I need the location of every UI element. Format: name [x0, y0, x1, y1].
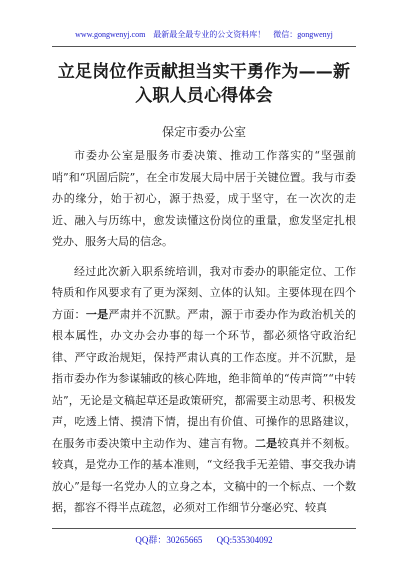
- point-two-text: 较真并不刻板。较真，是党办工作的基本准则，“文经我手无差错、事交我办请放心”是每一名党办人的立身之本，文稿中的一个标点、一个数据，都容不得半点疏忽，必须对工作细节分毫必究、较真: [52, 436, 357, 514]
- paragraph-2-intro: 经过此次新入职系统培训，我对市委办的职能定位、工作特质和作风要求有了更为深刻、立体的认知。主要体现在四个方面：: [52, 264, 356, 321]
- footer-qq-group: QQ群：30265665: [135, 535, 203, 545]
- paragraph-2: [52, 261, 356, 519]
- document-body: [52, 145, 356, 527]
- paragraph-1: 市委办公室是服务市委决策、推动工作落实的“坚强前哨”和“巩固后院”，在全市发展大局中居于关键位置。我与市委办的缘分，始于初心，源于热爱，成于坚守，在一次次的走近、融入与历练中，愈发读懂这份岗位的重量，愈发坚定扎根党办、服务大局的信念。: [52, 149, 356, 248]
- point-one-marker: 一是: [85, 307, 109, 321]
- document-author: 保定市委办公室: [161, 125, 246, 139]
- page-header: www.gongwenyj.com 最新最全最专业的公文资料库！ 微信：gongwenyj: [75, 30, 333, 39]
- header-divider: [52, 46, 356, 47]
- document-title: 立足岗位作贡献担当实干勇作为——新入职人员心得体会: [57, 62, 351, 106]
- page-footer: [0, 533, 408, 546]
- footer-qq: QQ:535304092: [216, 535, 273, 545]
- point-two-marker: 二是: [254, 436, 278, 450]
- point-one-text: 严肃并不沉默。严肃，源于市委办作为政治机关的根本属性，办文办会办事的每一个环节，都必须恪守政治纪律、严守政治规矩，保持严肃认真的工作态度。并不沉默，是指市委办作为参谋辅政的核心阵地，绝非简单的“传声筒”“中转站”，无论是文稿起草还是政策研究，都需要主动思考、积极发声，吃透上情、摸清下情，提出有价值、可操作的思路建议，在服务市委决策中主动作为、建言有物。: [52, 307, 357, 450]
- footer-divider: [52, 528, 356, 529]
